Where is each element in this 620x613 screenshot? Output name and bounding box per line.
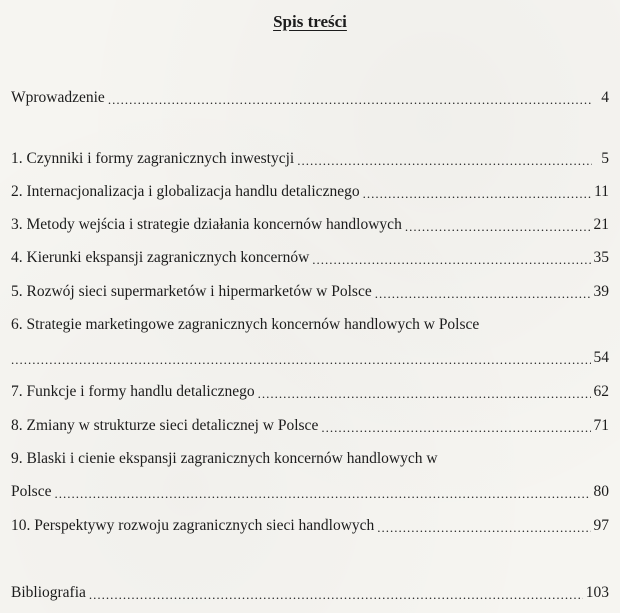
dot-leader [405, 215, 591, 235]
toc-entry-chapter-5[interactable] [11, 282, 609, 302]
toc-entry-bibliography[interactable] [11, 583, 609, 603]
dot-leader [89, 583, 583, 603]
page-title: Spis treści [273, 12, 347, 31]
toc-entry-page: 71 [593, 417, 609, 434]
toc-entry-chapter-6-continuation[interactable] [11, 348, 609, 368]
toc-entry-label: 6. Strategie marketingowe zagranicznych koncernów handlowych w Polsce [11, 316, 480, 333]
dot-leader [312, 248, 590, 268]
dot-leader [377, 516, 590, 536]
toc-entry-page: 62 [593, 383, 609, 400]
toc-entry-page: 97 [593, 517, 609, 534]
toc-entry-chapter-9[interactable] [11, 449, 609, 469]
dot-leader [11, 348, 591, 368]
dot-leader [363, 182, 591, 202]
toc-entry-label: Wprowadzenie [11, 89, 105, 106]
toc-entry-page: 39 [593, 283, 609, 300]
toc-entry-chapter-10[interactable] [11, 516, 609, 536]
dot-leader [258, 382, 591, 402]
dot-leader [375, 282, 591, 302]
toc-entry-chapter-1[interactable] [11, 149, 609, 169]
toc-entry-chapter-9-continuation[interactable] [11, 482, 609, 502]
toc-entry-page: 4 [601, 89, 609, 106]
toc-entry-page: 103 [585, 584, 609, 601]
dot-leader [321, 416, 590, 436]
toc-entry-page: 21 [593, 216, 609, 233]
toc-entry-chapter-4[interactable] [11, 248, 609, 268]
toc-entry-label: 5. Rozwój sieci supermarketów i hipermarketów w Polsce [11, 283, 372, 300]
toc-entry-label: 1. Czynniki i formy zagranicznych inwestycji [11, 150, 295, 167]
toc-entry-label: 9. Blaski i cienie ekspansji zagranicznych koncernów handlowych w [11, 450, 438, 467]
toc-entry-chapter-6[interactable] [11, 315, 609, 335]
toc-entry-label: 3. Metody wejścia i strategie działania koncernów handlowych [11, 216, 402, 233]
toc-entry-label: 4. Kierunki ekspansji zagranicznych koncernów [11, 249, 310, 266]
toc-entry-chapter-2[interactable] [11, 182, 609, 202]
toc-entry-label: Bibliografia [11, 584, 86, 601]
toc-entry-chapter-7[interactable] [11, 382, 609, 402]
toc-entry-label: 10. Perspektywy rozwoju zagranicznych sieci handlowych [11, 517, 375, 534]
toc-entry-label-continuation: Polsce [11, 483, 52, 500]
dot-leader [108, 88, 592, 108]
toc-entry-chapter-8[interactable] [11, 416, 609, 436]
toc-entry-chapter-3[interactable] [11, 215, 609, 235]
toc-entry-page: 11 [594, 183, 609, 200]
toc-entry-page: 35 [593, 249, 609, 266]
toc-entry-introduction[interactable] [11, 88, 609, 108]
toc-entry-label: 2. Internacjonalizacja i globalizacja handlu detalicznego [11, 183, 360, 200]
toc-entry-page: 80 [593, 483, 609, 500]
toc-entry-label: 7. Funkcje i formy handlu detalicznego [11, 383, 255, 400]
dot-leader [54, 482, 590, 502]
toc-entry-page: 5 [601, 150, 609, 167]
dot-leader [297, 149, 592, 169]
toc-entry-page: 54 [593, 349, 609, 366]
toc-entry-label: 8. Zmiany w strukturze sieci detalicznej w Polsce [11, 417, 319, 434]
